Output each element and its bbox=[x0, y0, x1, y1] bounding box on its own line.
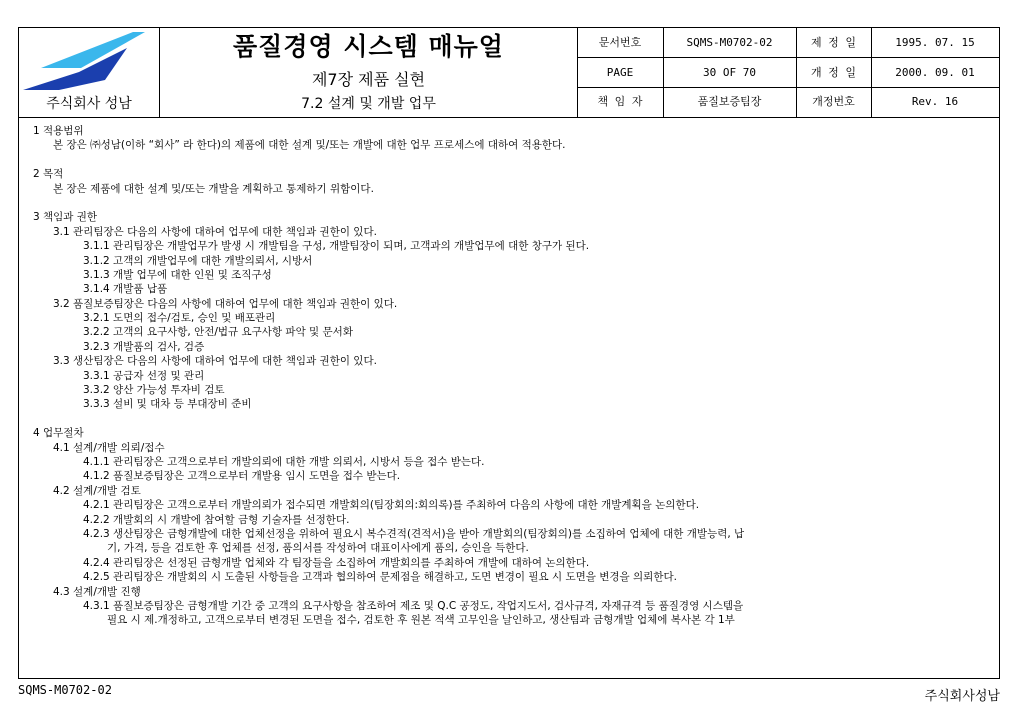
body-line: 4.2.3 생산팀장은 금형개발에 대한 업체선정을 위하여 필요시 복수견적(견적서)을 받아 개발회의(팀장회의)를 소집하여 업체에 대한 개발능력, 납 bbox=[83, 527, 745, 540]
body-line: 4.1.1 관리팀장은 고객으로부터 개발의뢰에 대한 개발 의뢰서, 시방서 등을 접수 받는다. bbox=[83, 455, 485, 468]
section-heading: 1 적용범위 bbox=[33, 125, 84, 137]
body-line: 3.1 관리팀장은 다음의 사항에 대하여 업무에 대한 책임과 권한이 있다. bbox=[53, 225, 377, 238]
owner-label: 책 임 자 bbox=[597, 95, 643, 108]
document-body bbox=[33, 124, 993, 628]
body-line: 3.1.2 고객의 개발업무에 대한 개발의뢰서, 시방서 bbox=[83, 254, 313, 267]
body-line: 4.1 설계/개발 의뢰/접수 bbox=[53, 441, 165, 454]
body-line: 3.2.1 도면의 접수/검토, 승인 및 배포관리 bbox=[83, 312, 276, 325]
blank-line bbox=[33, 412, 993, 426]
body-line: 3.3.2 양산 가능성 투자비 검토 bbox=[83, 384, 225, 397]
logo-swoosh-icon bbox=[19, 28, 159, 92]
revision-date-label: 개 정 일 bbox=[810, 66, 857, 79]
body-line: 4.2.2 개발회의 시 개발에 참여할 금형 기술자를 선정한다. bbox=[83, 513, 350, 526]
owner-value: 품질보증팀장 bbox=[697, 95, 762, 108]
footer-company: 주식회사성남 bbox=[924, 689, 1000, 704]
body-line: 4.3 설계/개발 진행 bbox=[53, 585, 141, 598]
body-line: 4.2.4 관리팀장은 선정된 금형개발 업체와 각 팀장들을 소집하여 개발회의를 주최하여 개발에 대하여 논의한다. bbox=[83, 556, 590, 569]
body-line: 4.3.1 품질보증팀장은 금형개발 기간 중 고객의 요구사항을 참조하여 제조 및 Q.C 공정도, 작업지도서, 검사규격, 자재규격 등 품질경영 시스템을 bbox=[83, 599, 744, 612]
blank-line bbox=[33, 196, 993, 210]
body-line: 4.2.1 관리팀장은 고객으로부터 개발의뢰가 접수되면 개발회의(팀장회의:회의록)를 주최하여 다음의 사항에 대한 개발계획을 논의한다. bbox=[83, 499, 700, 512]
revision-no-label: 개정번호 bbox=[812, 95, 855, 108]
body-line: 필요 시 제.개정하고, 고객으로부터 변경된 도면을 접수, 검토한 후 원본 적색 고무인을 날인하고, 생산팀과 금형개발 업체에 복사본 각 1부 bbox=[107, 614, 735, 627]
body-line: 4.1.2 품질보증팀장은 고객으로부터 개발용 임시 도면을 접수 받는다. bbox=[83, 470, 401, 483]
body-line: 3.1.4 개발품 납품 bbox=[83, 283, 168, 296]
body-line: 3.1.1 관리팀장은 개발업무가 발생 시 개발팀을 구성, 개발팀장이 되며, 고객과의 개발업무에 대한 창구가 된다. bbox=[83, 240, 590, 253]
document-page bbox=[18, 27, 1000, 679]
doc-no-label: 문서번호 bbox=[598, 36, 642, 49]
footer-doc-no: SQMS-M0702-02 bbox=[18, 683, 112, 697]
body-line: 본 장은 ㈜성남(이하 “회사” 라 한다)의 제품에 대한 설계 및/또는 개발에 대한 업무 프로세스에 대하여 적용한다. bbox=[53, 139, 566, 152]
company-name: 주식회사 성남 bbox=[46, 96, 132, 112]
blank-line bbox=[33, 153, 993, 167]
body-line: 4.2.5 관리팀장은 개발회의 시 도출된 사항들을 고객과 협의하여 문제점을 해결하고, 도면 변경이 필요 시 도면을 변경을 의뢰한다. bbox=[83, 571, 677, 584]
body-line: 3.2 품질보증팀장은 다음의 사항에 대하여 업무에 대한 책임과 권한이 있다. bbox=[53, 297, 398, 310]
body-line: 3.3.3 설비 및 대차 등 부대장비 준비 bbox=[83, 398, 252, 411]
body-line: 3.2.2 고객의 요구사항, 안전/법규 요구사항 파악 및 문서화 bbox=[83, 326, 353, 339]
section-title: 7.2 설계 및 개발 업무 bbox=[301, 96, 436, 112]
document-header bbox=[19, 28, 999, 118]
revision-date-value: 2000. 09. 01 bbox=[895, 66, 975, 79]
manual-title: 품질경영 시스템 매뉴얼 bbox=[233, 32, 504, 61]
body-line: 3.3 생산팀장은 다음의 사항에 대하여 업무에 대한 책임과 권한이 있다. bbox=[53, 355, 377, 368]
page-label: PAGE bbox=[606, 66, 634, 79]
body-line: 3.3.1 공급자 선정 및 관리 bbox=[83, 369, 205, 382]
section-heading: 4 업무절차 bbox=[33, 427, 84, 440]
section-heading: 2 목적 bbox=[33, 168, 64, 181]
issue-date-value: 1995. 07. 15 bbox=[895, 36, 975, 49]
body-line: 4.2 설계/개발 검토 bbox=[53, 484, 141, 497]
body-line: 3.1.3 개발 업무에 대한 인원 및 조직구성 bbox=[83, 268, 272, 281]
body-line: 3.2.3 개발품의 검사, 검증 bbox=[83, 340, 205, 353]
revision-no-value: Rev. 16 bbox=[911, 95, 959, 108]
body-line: 본 장은 제품에 대한 설계 및/또는 개발을 계획하고 통제하기 위함이다. bbox=[53, 182, 374, 195]
doc-no-value: SQMS-M0702-02 bbox=[686, 36, 773, 49]
section-heading: 3 책임과 권한 bbox=[33, 211, 98, 224]
issue-date-label: 제 정 일 bbox=[810, 36, 857, 49]
body-line: 기, 가격, 등을 검토한 후 업체를 선정, 품의서를 작성하여 대표이사에게 품의, 승인을 득한다. bbox=[107, 542, 529, 555]
page-value: 30 OF 70 bbox=[703, 66, 756, 79]
chapter-title: 제7장 제품 실현 bbox=[311, 70, 426, 89]
